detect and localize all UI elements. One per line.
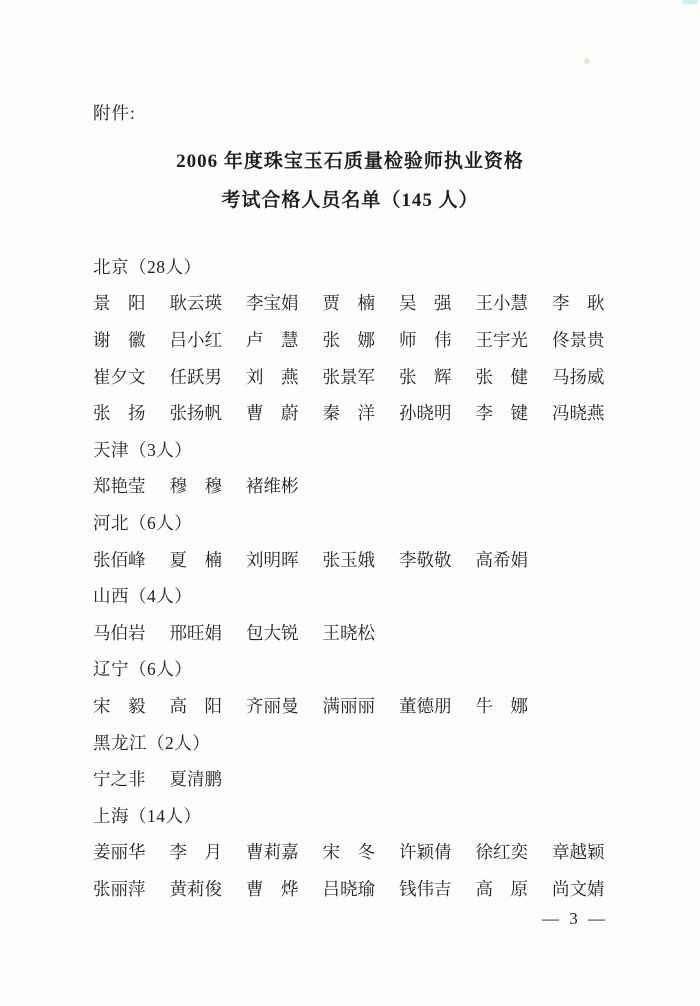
person-name: 夏清鹏 [169, 769, 222, 790]
person-name: 张 扬 [93, 403, 146, 424]
person-name: 张丽萍 [93, 878, 146, 899]
region-header: 上海（14人） [93, 805, 202, 826]
person-name: 包大锐 [246, 622, 299, 643]
region-header: 北京（28人） [93, 256, 202, 277]
person-name: 耿云瑛 [169, 293, 222, 314]
name-row [93, 321, 613, 358]
name-row [93, 285, 613, 322]
person-name: 吴 强 [399, 293, 452, 314]
person-name: 张玉娥 [322, 549, 375, 570]
name-row [93, 687, 613, 724]
region-header: 辽宁（6人） [93, 659, 193, 680]
person-name: 夏 楠 [169, 549, 222, 570]
title-line-2: 考试合格人员名单（145 人） [221, 190, 479, 211]
person-name: 王宇光 [475, 329, 528, 350]
person-name: 张 健 [475, 366, 528, 387]
name-row [93, 394, 613, 431]
person-name: 王小慧 [475, 293, 528, 314]
person-name: 高 阳 [169, 695, 222, 716]
person-name: 曹莉嘉 [246, 842, 299, 863]
person-name: 李宝娟 [246, 293, 299, 314]
person-name: 冯晓燕 [552, 403, 605, 424]
person-name: 许颖倩 [399, 842, 452, 863]
name-row [93, 541, 613, 578]
title-line-1: 2006 年度珠宝玉石质量检验师执业资格 [176, 151, 524, 172]
attachment-label: 附件: [93, 103, 136, 123]
region-header: 山西（4人） [93, 586, 193, 607]
person-name: 张 辉 [399, 366, 452, 387]
person-name: 曹 蔚 [246, 403, 299, 424]
person-name: 董德朋 [399, 695, 452, 716]
person-name: 任跃男 [169, 366, 222, 387]
person-name: 褚维彬 [246, 476, 299, 497]
person-name: 李 耿 [552, 293, 605, 314]
person-name: 张扬帆 [169, 403, 222, 424]
region-header: 黑龙江（2人） [93, 732, 211, 753]
person-name: 宋 冬 [322, 842, 375, 863]
person-name: 尚文婧 [552, 878, 605, 899]
person-name: 贾 楠 [322, 293, 375, 314]
person-name: 宁之非 [93, 769, 146, 790]
person-name: 徐红奕 [475, 842, 528, 863]
person-name: 景 阳 [93, 293, 146, 314]
person-name: 卢 慧 [246, 329, 299, 350]
name-row [93, 760, 613, 797]
name-list [93, 248, 613, 907]
person-name: 齐丽曼 [246, 695, 299, 716]
name-row [93, 834, 613, 871]
person-name: 刘 燕 [246, 366, 299, 387]
person-name: 牛 娜 [475, 695, 528, 716]
person-name: 李 键 [475, 403, 528, 424]
person-name: 孙晓明 [399, 403, 452, 424]
name-row [93, 870, 613, 907]
person-name: 马伯岩 [93, 622, 146, 643]
person-name: 师 伟 [399, 329, 452, 350]
person-name: 高希娟 [475, 549, 528, 570]
person-name: 张景军 [322, 366, 375, 387]
person-name: 高 原 [475, 878, 528, 899]
person-name: 佟景贵 [552, 329, 605, 350]
scan-artifact [584, 58, 590, 64]
person-name: 满丽丽 [322, 695, 375, 716]
document-title [0, 142, 700, 220]
scan-artifact [682, 0, 698, 4]
person-name: 吕晓瑜 [322, 878, 375, 899]
person-name: 曹 烨 [246, 878, 299, 899]
person-name: 穆 穆 [169, 476, 222, 497]
page-number: — 3 — [542, 909, 608, 928]
person-name: 王晓松 [322, 622, 375, 643]
name-row [93, 468, 613, 505]
person-name: 黄莉俊 [169, 878, 222, 899]
person-name: 吕小红 [169, 329, 222, 350]
person-name: 章越颖 [552, 842, 605, 863]
region-header: 天津（3人） [93, 439, 193, 460]
person-name: 马扬威 [552, 366, 605, 387]
person-name: 崔夕文 [93, 366, 146, 387]
person-name: 钱伟吉 [399, 878, 452, 899]
person-name: 李 月 [169, 842, 222, 863]
person-name: 李敬敬 [399, 549, 452, 570]
person-name: 秦 洋 [322, 403, 375, 424]
region-header: 河北（6人） [93, 512, 193, 533]
person-name: 谢 徽 [93, 329, 146, 350]
person-name: 邢旺娟 [169, 622, 222, 643]
person-name: 郑艳莹 [93, 476, 146, 497]
person-name: 姜丽华 [93, 842, 146, 863]
person-name: 张 娜 [322, 329, 375, 350]
person-name: 宋 毅 [93, 695, 146, 716]
person-name: 刘明晖 [246, 549, 299, 570]
person-name: 张佰峰 [93, 549, 146, 570]
name-row [93, 358, 613, 395]
name-row [93, 614, 613, 651]
